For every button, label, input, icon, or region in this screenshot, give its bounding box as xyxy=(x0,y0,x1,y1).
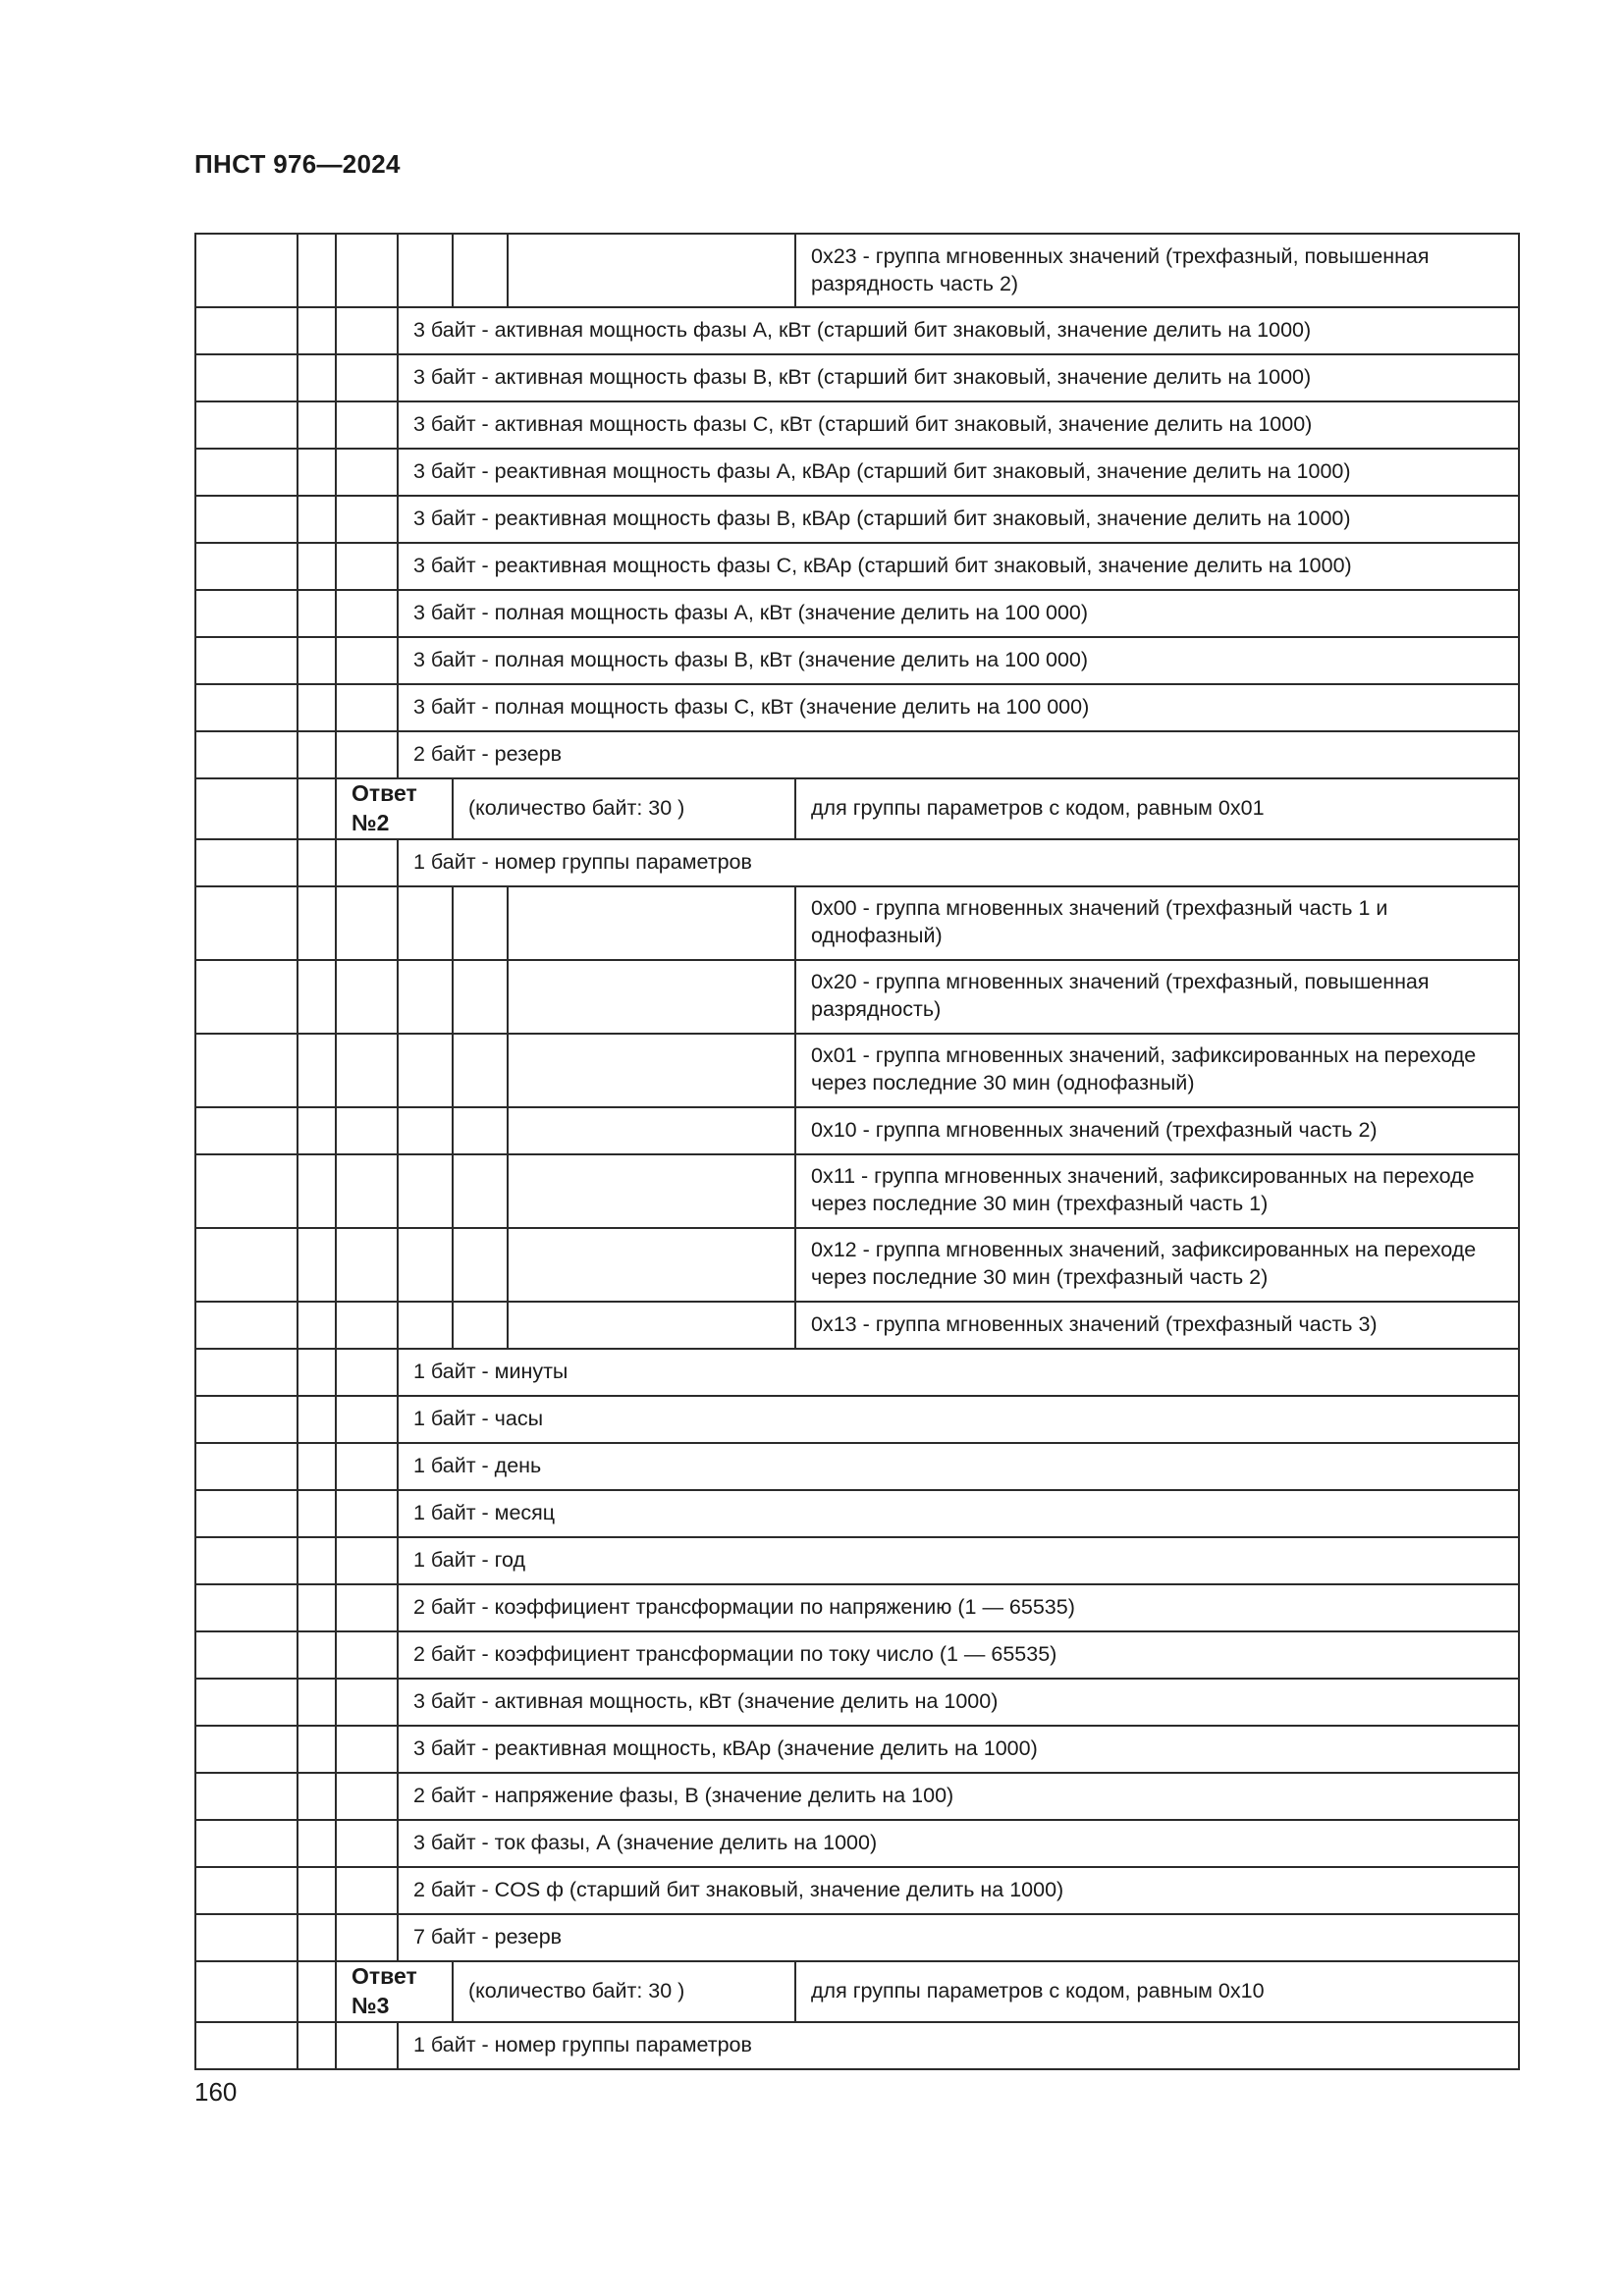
field-description-cell: 3 байт - реактивная мощность фазы С, кВАр (старший бит знаковый, значение делить на 1000) xyxy=(398,543,1519,590)
table-row xyxy=(195,960,1519,1034)
empty-cell xyxy=(336,1820,398,1867)
empty-cell xyxy=(336,1584,398,1631)
empty-cell xyxy=(508,960,795,1034)
empty-cell xyxy=(298,778,336,839)
empty-cell xyxy=(336,1302,398,1349)
empty-cell xyxy=(336,496,398,543)
empty-cell xyxy=(508,1154,795,1228)
group-code-cell: 0x00 - группа мгновенных значений (трехфазный часть 1 и однофазный) xyxy=(795,886,1519,960)
empty-cell xyxy=(298,1773,336,1820)
empty-cell xyxy=(336,401,398,449)
field-description-cell: 3 байт - активная мощность фазы С, кВт (старший бит знаковый, значение делить на 1000) xyxy=(398,401,1519,449)
empty-cell xyxy=(453,234,508,307)
empty-cell xyxy=(195,449,298,496)
empty-cell xyxy=(298,307,336,354)
empty-cell xyxy=(195,1396,298,1443)
empty-cell xyxy=(195,886,298,960)
empty-cell xyxy=(298,1820,336,1867)
spec-table xyxy=(194,233,1520,2070)
field-description-cell: 2 байт - резерв xyxy=(398,731,1519,778)
empty-cell xyxy=(195,1302,298,1349)
empty-cell xyxy=(195,1349,298,1396)
empty-cell xyxy=(298,1490,336,1537)
field-description-cell: 3 байт - реактивная мощность фазы В, кВАр (старший бит знаковый, значение делить на 1000) xyxy=(398,496,1519,543)
empty-cell xyxy=(195,1034,298,1107)
empty-cell xyxy=(298,354,336,401)
empty-cell xyxy=(453,1154,508,1228)
table-row xyxy=(195,778,1519,839)
table-row xyxy=(195,401,1519,449)
empty-cell xyxy=(195,496,298,543)
field-description-cell: 3 байт - реактивная мощность, кВАр (значение делить на 1000) xyxy=(398,1726,1519,1773)
empty-cell xyxy=(298,1961,336,2022)
empty-cell xyxy=(336,1228,398,1302)
empty-cell xyxy=(336,960,398,1034)
empty-cell xyxy=(398,886,453,960)
empty-cell xyxy=(298,1914,336,1961)
table-row xyxy=(195,1631,1519,1679)
empty-cell xyxy=(398,960,453,1034)
table-row xyxy=(195,886,1519,960)
field-description-cell: 3 байт - полная мощность фазы В, кВт (значение делить на 100 000) xyxy=(398,637,1519,684)
empty-cell xyxy=(195,839,298,886)
empty-cell xyxy=(336,234,398,307)
empty-cell xyxy=(336,590,398,637)
empty-cell xyxy=(195,2022,298,2069)
table-row xyxy=(195,1107,1519,1154)
group-code-cell: 0x01 - группа мгновенных значений, зафиксированных на переходе через последние 30 мин (однофазный) xyxy=(795,1034,1519,1107)
empty-cell xyxy=(336,1443,398,1490)
table-row xyxy=(195,1773,1519,1820)
empty-cell xyxy=(195,1820,298,1867)
empty-cell xyxy=(195,1679,298,1726)
table-row xyxy=(195,1228,1519,1302)
table-row xyxy=(195,1396,1519,1443)
empty-cell xyxy=(298,1349,336,1396)
empty-cell xyxy=(398,1154,453,1228)
empty-cell xyxy=(453,960,508,1034)
empty-cell xyxy=(298,1396,336,1443)
table-row xyxy=(195,1726,1519,1773)
empty-cell xyxy=(195,960,298,1034)
empty-cell xyxy=(453,1107,508,1154)
field-description-cell: 1 байт - день xyxy=(398,1443,1519,1490)
table-row xyxy=(195,234,1519,307)
empty-cell xyxy=(336,543,398,590)
empty-cell xyxy=(336,1679,398,1726)
group-code-cell: 0x11 - группа мгновенных значений, зафиксированных на переходе через последние 30 мин (трехфазный часть 1) xyxy=(795,1154,1519,1228)
empty-cell xyxy=(298,496,336,543)
empty-cell xyxy=(195,1914,298,1961)
empty-cell xyxy=(195,1584,298,1631)
table-row xyxy=(195,1302,1519,1349)
empty-cell xyxy=(336,1773,398,1820)
answer-description: для группы параметров с кодом, равным 0x01 xyxy=(795,778,1519,839)
empty-cell xyxy=(508,1302,795,1349)
group-code-cell: 0x13 - группа мгновенных значений (трехфазный часть 3) xyxy=(795,1302,1519,1349)
table-row xyxy=(195,590,1519,637)
empty-cell xyxy=(336,449,398,496)
empty-cell xyxy=(298,1302,336,1349)
empty-cell xyxy=(298,1584,336,1631)
field-description-cell: 1 байт - часы xyxy=(398,1396,1519,1443)
table-row xyxy=(195,1490,1519,1537)
empty-cell xyxy=(398,1107,453,1154)
empty-cell xyxy=(336,307,398,354)
empty-cell xyxy=(195,684,298,731)
table-row xyxy=(195,1154,1519,1228)
empty-cell xyxy=(195,778,298,839)
field-description-cell: 3 байт - полная мощность фазы А, кВт (значение делить на 100 000) xyxy=(398,590,1519,637)
field-description-cell: 1 байт - номер группы параметров xyxy=(398,839,1519,886)
empty-cell xyxy=(336,1631,398,1679)
empty-cell xyxy=(298,637,336,684)
table-row xyxy=(195,1914,1519,1961)
field-description-cell: 2 байт - COS ф (старший бит знаковый, значение делить на 1000) xyxy=(398,1867,1519,1914)
answer-byte-count: (количество байт: 30 ) xyxy=(453,778,795,839)
empty-cell xyxy=(398,1228,453,1302)
empty-cell xyxy=(298,1867,336,1914)
document-code: ПНСТ 976—2024 xyxy=(194,149,401,179)
empty-cell xyxy=(508,234,795,307)
empty-cell xyxy=(298,401,336,449)
empty-cell xyxy=(336,354,398,401)
field-description-cell: 3 байт - ток фазы, А (значение делить на 1000) xyxy=(398,1820,1519,1867)
empty-cell xyxy=(453,1228,508,1302)
empty-cell xyxy=(298,1631,336,1679)
empty-cell xyxy=(195,1726,298,1773)
empty-cell xyxy=(336,2022,398,2069)
empty-cell xyxy=(298,590,336,637)
answer-label: Ответ №3 xyxy=(336,1961,453,2022)
empty-cell xyxy=(336,684,398,731)
field-description-cell: 3 байт - активная мощность фазы В, кВт (старший бит знаковый, значение делить на 1000) xyxy=(398,354,1519,401)
empty-cell xyxy=(195,637,298,684)
empty-cell xyxy=(195,543,298,590)
table-row xyxy=(195,1349,1519,1396)
table-row xyxy=(195,543,1519,590)
answer-label: Ответ №2 xyxy=(336,778,453,839)
table-row xyxy=(195,307,1519,354)
empty-cell xyxy=(195,731,298,778)
empty-cell xyxy=(195,1631,298,1679)
field-description-cell: 7 байт - резерв xyxy=(398,1914,1519,1961)
empty-cell xyxy=(298,543,336,590)
table-row xyxy=(195,354,1519,401)
empty-cell xyxy=(195,401,298,449)
empty-cell xyxy=(336,1867,398,1914)
field-description-cell: 2 байт - коэффициент трансформации по току число (1 — 65535) xyxy=(398,1631,1519,1679)
empty-cell xyxy=(195,1154,298,1228)
empty-cell xyxy=(336,1154,398,1228)
answer-byte-count: (количество байт: 30 ) xyxy=(453,1961,795,2022)
table-row xyxy=(195,1034,1519,1107)
empty-cell xyxy=(298,2022,336,2069)
empty-cell xyxy=(298,1154,336,1228)
table-row xyxy=(195,1961,1519,2022)
field-description-cell: 3 байт - активная мощность, кВт (значение делить на 1000) xyxy=(398,1679,1519,1726)
empty-cell xyxy=(453,1034,508,1107)
empty-cell xyxy=(298,886,336,960)
empty-cell xyxy=(298,1537,336,1584)
empty-cell xyxy=(195,307,298,354)
table-row xyxy=(195,449,1519,496)
table-row xyxy=(195,1820,1519,1867)
empty-cell xyxy=(336,1490,398,1537)
empty-cell xyxy=(195,1490,298,1537)
empty-cell xyxy=(508,1034,795,1107)
empty-cell xyxy=(508,1107,795,1154)
table-row xyxy=(195,1584,1519,1631)
empty-cell xyxy=(195,234,298,307)
empty-cell xyxy=(195,1537,298,1584)
table-row xyxy=(195,1867,1519,1914)
empty-cell xyxy=(298,684,336,731)
table-row xyxy=(195,1443,1519,1490)
empty-cell xyxy=(298,1726,336,1773)
field-description-cell: 3 байт - активная мощность фазы А, кВт (старший бит знаковый, значение делить на 1000) xyxy=(398,307,1519,354)
empty-cell xyxy=(195,1107,298,1154)
empty-cell xyxy=(336,637,398,684)
empty-cell xyxy=(298,1228,336,1302)
empty-cell xyxy=(298,449,336,496)
answer-description: для группы параметров с кодом, равным 0x10 xyxy=(795,1961,1519,2022)
table-row xyxy=(195,637,1519,684)
field-description-cell: 2 байт - коэффициент трансформации по напряжению (1 — 65535) xyxy=(398,1584,1519,1631)
empty-cell xyxy=(195,590,298,637)
empty-cell xyxy=(298,1034,336,1107)
field-description-cell: 1 байт - год xyxy=(398,1537,1519,1584)
empty-cell xyxy=(336,839,398,886)
empty-cell xyxy=(398,1302,453,1349)
table-row xyxy=(195,684,1519,731)
empty-cell xyxy=(195,1773,298,1820)
empty-cell xyxy=(195,354,298,401)
empty-cell xyxy=(398,1034,453,1107)
table-row xyxy=(195,731,1519,778)
group-code-cell: 0x23 - группа мгновенных значений (трехфазный, повышенная разрядность часть 2) xyxy=(795,234,1519,307)
table-row xyxy=(195,839,1519,886)
empty-cell xyxy=(508,1228,795,1302)
empty-cell xyxy=(336,1914,398,1961)
page-number: 160 xyxy=(194,2077,238,2107)
empty-cell xyxy=(453,886,508,960)
field-description-cell: 3 байт - полная мощность фазы С, кВт (значение делить на 100 000) xyxy=(398,684,1519,731)
empty-cell xyxy=(298,1679,336,1726)
empty-cell xyxy=(336,1107,398,1154)
empty-cell xyxy=(336,1537,398,1584)
table-row xyxy=(195,1537,1519,1584)
empty-cell xyxy=(336,1034,398,1107)
group-code-cell: 0x20 - группа мгновенных значений (трехфазный, повышенная разрядность) xyxy=(795,960,1519,1034)
empty-cell xyxy=(195,1961,298,2022)
field-description-cell: 3 байт - реактивная мощность фазы А, кВАр (старший бит знаковый, значение делить на 1000) xyxy=(398,449,1519,496)
table-row xyxy=(195,2022,1519,2069)
empty-cell xyxy=(195,1867,298,1914)
empty-cell xyxy=(298,1107,336,1154)
field-description-cell: 1 байт - месяц xyxy=(398,1490,1519,1537)
empty-cell xyxy=(298,1443,336,1490)
field-description-cell: 1 байт - минуты xyxy=(398,1349,1519,1396)
field-description-cell: 2 байт - напряжение фазы, В (значение делить на 100) xyxy=(398,1773,1519,1820)
empty-cell xyxy=(195,1228,298,1302)
table-row xyxy=(195,1679,1519,1726)
group-code-cell: 0x12 - группа мгновенных значений, зафиксированных на переходе через последние 30 мин (трехфазный часть 2) xyxy=(795,1228,1519,1302)
empty-cell xyxy=(298,839,336,886)
empty-cell xyxy=(298,234,336,307)
empty-cell xyxy=(336,1349,398,1396)
table-row xyxy=(195,496,1519,543)
empty-cell xyxy=(336,731,398,778)
empty-cell xyxy=(298,731,336,778)
empty-cell xyxy=(195,1443,298,1490)
empty-cell xyxy=(336,886,398,960)
empty-cell xyxy=(398,234,453,307)
field-description-cell: 1 байт - номер группы параметров xyxy=(398,2022,1519,2069)
empty-cell xyxy=(453,1302,508,1349)
empty-cell xyxy=(336,1396,398,1443)
empty-cell xyxy=(508,886,795,960)
group-code-cell: 0x10 - группа мгновенных значений (трехфазный часть 2) xyxy=(795,1107,1519,1154)
empty-cell xyxy=(336,1726,398,1773)
empty-cell xyxy=(298,960,336,1034)
